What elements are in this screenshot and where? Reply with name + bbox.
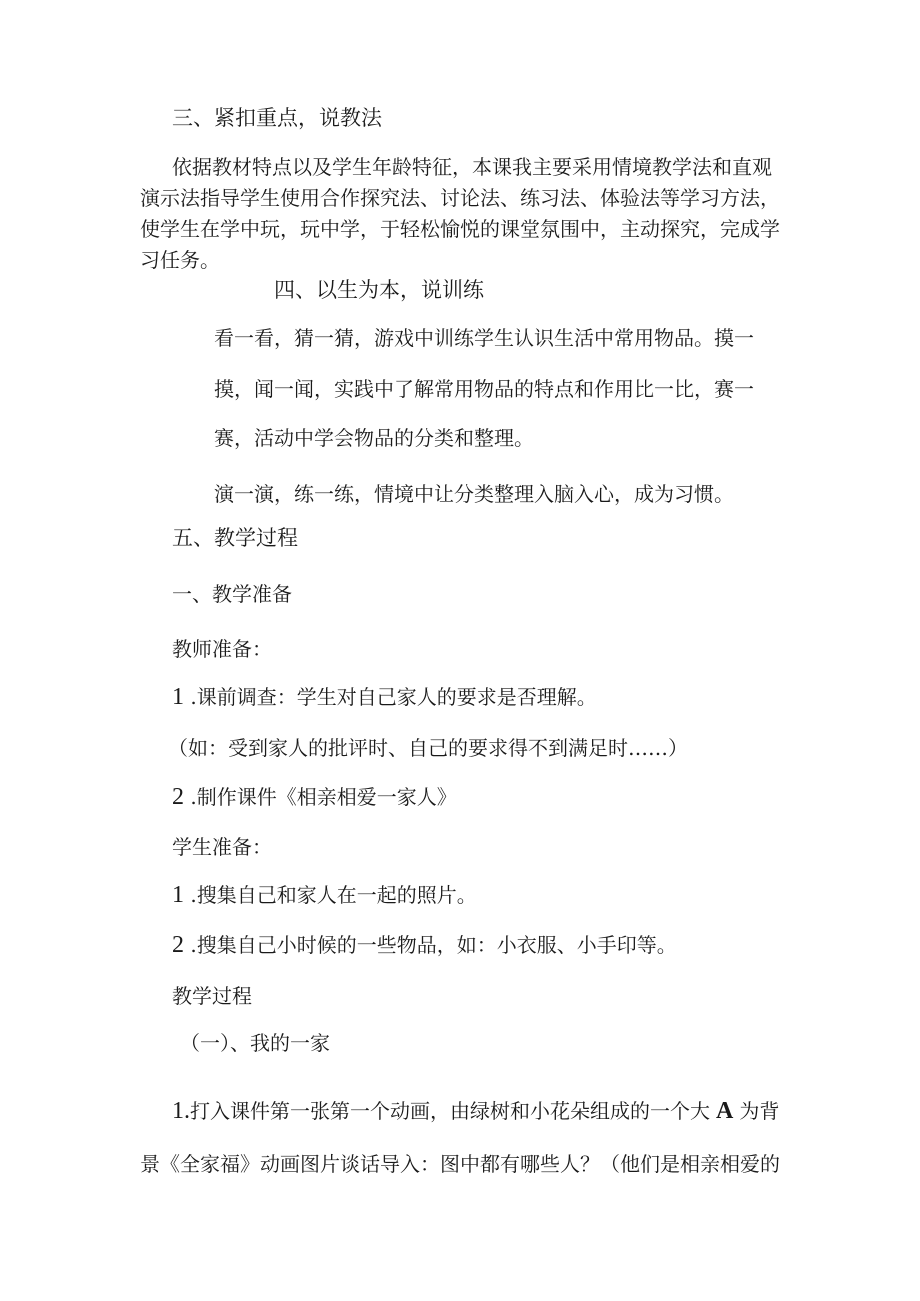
student-item-2 (172, 932, 677, 958)
paragraph-line: 演示法指导学生使用合作探究法、讨论法、练习法、体验法等学习方法， (140, 186, 780, 210)
item-number: 2 (172, 932, 184, 958)
line-text: 打入课件第一张第一个动画，由绿树和小花朵组成的一个大 (190, 1099, 710, 1123)
item-text: .课前调查：学生对自己家人的要求是否理解。 (184, 685, 597, 709)
student-item-1 (172, 882, 477, 908)
teacher-prep-label: 教师准备： (172, 637, 272, 661)
paragraph-line: 依据教材特点以及学生年龄特征，本课我主要采用情境教学法和直观 (172, 155, 772, 179)
line-text: 为背 (739, 1099, 780, 1123)
letter-a: A (716, 1098, 734, 1124)
item-number: 1 (172, 684, 184, 710)
part-1-title: （一）、我的一家 (180, 1031, 330, 1055)
section-5-title: 五、教学过程 (172, 526, 298, 550)
item-number: 1 (172, 882, 184, 908)
item-number: 2 (172, 784, 184, 810)
paragraph-line: 使学生在学中玩，玩中学，于轻松愉悦的课堂氛围中，主动探究，完成学 (140, 217, 780, 241)
teacher-item-1 (172, 684, 597, 710)
item-text: .搜集自己小时候的一些物品，如：小衣服、小手印等。 (184, 933, 677, 957)
section-4-line: 演一演，练一练，情境中让分类整理入脑入心，成为习惯。 (214, 482, 734, 506)
section-4-line: 摸，闻一闻，实践中了解常用物品的特点和作用比一比，赛一 (214, 377, 754, 401)
process-paragraph-line-2: 景《全家福》动画图片谈话导入：图中都有哪些人？（他们是相亲相爱的 (140, 1152, 780, 1176)
section-4-line: 看一看，猜一猜，游戏中训练学生认识生活中常用物品。摸一 (214, 326, 754, 350)
paragraph-line: 习任务。 (140, 248, 220, 272)
teacher-item-1-note: （如：受到家人的批评时、自己的要求得不到满足时……） (168, 736, 688, 760)
teacher-item-2 (172, 784, 457, 810)
section-4-line: 赛，活动中学会物品的分类和整理。 (214, 426, 534, 450)
item-number: 1. (172, 1098, 190, 1124)
section-3-title: 三、紧扣重点，说教法 (172, 106, 382, 130)
process-title: 教学过程 (172, 984, 252, 1008)
process-paragraph-line-1 (172, 1098, 779, 1124)
prep-title: 一、教学准备 (172, 582, 292, 606)
item-text: .搜集自己和家人在一起的照片。 (184, 883, 477, 907)
item-text: .制作课件《相亲相爱一家人》 (184, 785, 457, 809)
section-3-paragraph (140, 152, 780, 276)
student-prep-label: 学生准备： (172, 835, 272, 859)
section-4-title: 四、以生为本，说训练 (274, 278, 484, 302)
